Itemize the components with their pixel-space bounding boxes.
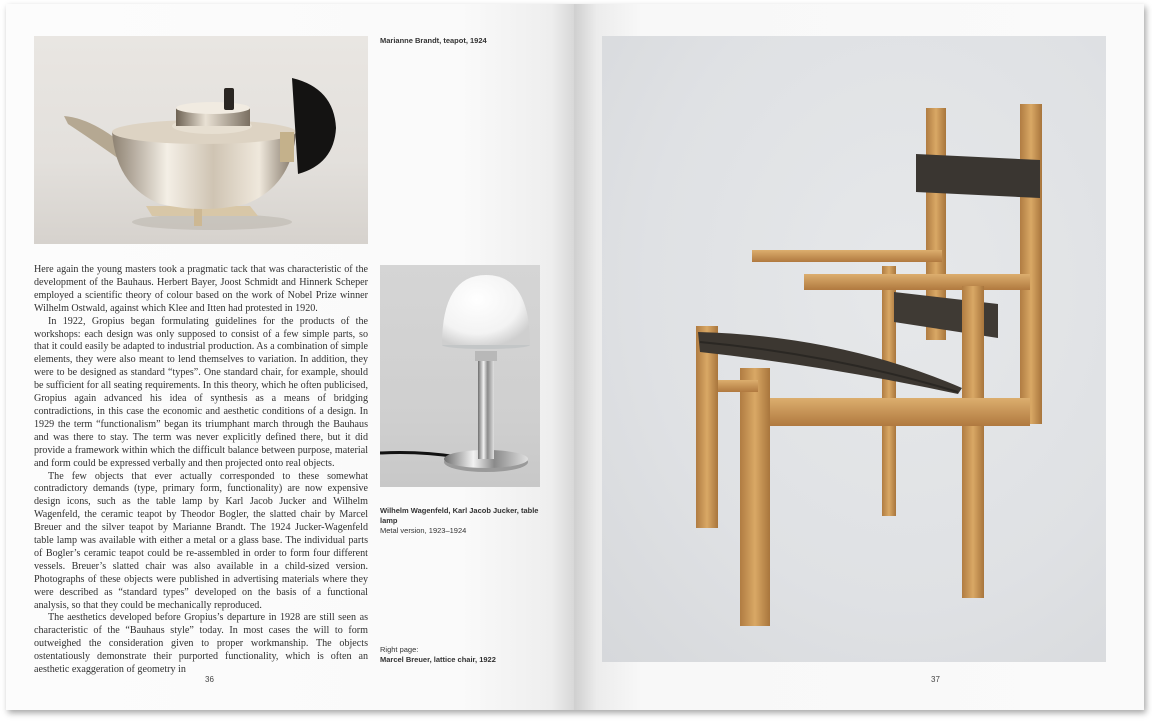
caption-right-label: Right page: <box>380 645 419 654</box>
caption-lamp <box>380 506 540 536</box>
caption-right-page <box>380 645 550 665</box>
paragraph-1: Here again the young masters took a pragmatic tack that was characteristic of the development of the Bauhaus. Herbert Bayer, Joost Schmidt and Hinnerk Scheper employed a scientific theory of colour based on the work of Nobel Prize winner Wilhelm Ostwald, against which Klee and Itten had protested in 1920. <box>34 264 368 314</box>
right-page <box>574 4 1144 710</box>
paragraph-2: In 1922, Gropius began formulating guidelines for the products of the workshops: each design was only supposed to consist of a few simple parts, so that it could easily be adapted to industrial production. As a combination of simple elements, they were also meant to lend themselves to variation. In addition, they were to be designed as standard “types”. One standard chair, for example, should be sufficient for all seating requirements. In this theory, which he often publicised, Gropius again advanced his idea of synthesis as a means of bridging contradictions, in this case the economic and aesthetic conditions of a design. In 1929 the term “functionalism” began its triumphant march through the Bauhaus and was there to stay. The term was never explicitly defined there, but it did provide a framework within which the difficult balance between purpose, material and form could be expressed verbally and then projected onto real objects. <box>34 315 368 469</box>
paragraph-3: The few objects that ever actually corresponded to these somewhat contradictory demands (type, primary form, functionality) are now expensive design icons, such as the table lamp by Karl Jacob Jucker and Wilhelm Wagenfeld, the ceramic teapot by Theodor Bogler, the slatted chair by Marcel Breuer and the silver teapot by Marianne Brandt. The 1924 Jucker-Wagenfeld table lamp was available with either a metal or a glass base. The individual parts of Bogler’s ceramic teapot could be re-assembled in order to form four different vessels. Breuer’s slatted chair was also available in a child-sized version. Photographs of these objects were published in advertising materials where they were described as “standard types” developed on the basis of a functional analysis, so that they could be mechanically reproduced. <box>34 470 368 611</box>
page-number-left: 36 <box>205 675 214 684</box>
table-lamp-photo <box>380 265 540 487</box>
body-text <box>34 264 368 677</box>
lattice-chair-photo <box>602 36 1106 662</box>
caption-teapot <box>380 36 487 46</box>
caption-lamp-title: Wilhelm Wagenfeld, Karl Jacob Jucker, table lamp <box>380 506 539 525</box>
book-spread <box>6 4 1144 710</box>
caption-lamp-subtitle: Metal version, 1923–1924 <box>380 526 467 535</box>
left-page <box>6 4 574 710</box>
caption-chair: Marcel Breuer, lattice chair, 1922 <box>380 655 496 664</box>
page-number-right: 37 <box>931 675 940 684</box>
teapot-photo <box>34 36 368 244</box>
paragraph-4: The aesthetics developed before Gropius’s departure in 1928 are still seen as characteristic of the “Bauhaus style” today. In most cases the will to form outweighed the consideration given to proper workmanship. The objects ostentatiously demonstrate their purported functionality, which is often an aesthetic exaggeration of geometry in <box>34 612 368 676</box>
caption-teapot-text: Marianne Brandt, teapot, 1924 <box>380 36 487 45</box>
